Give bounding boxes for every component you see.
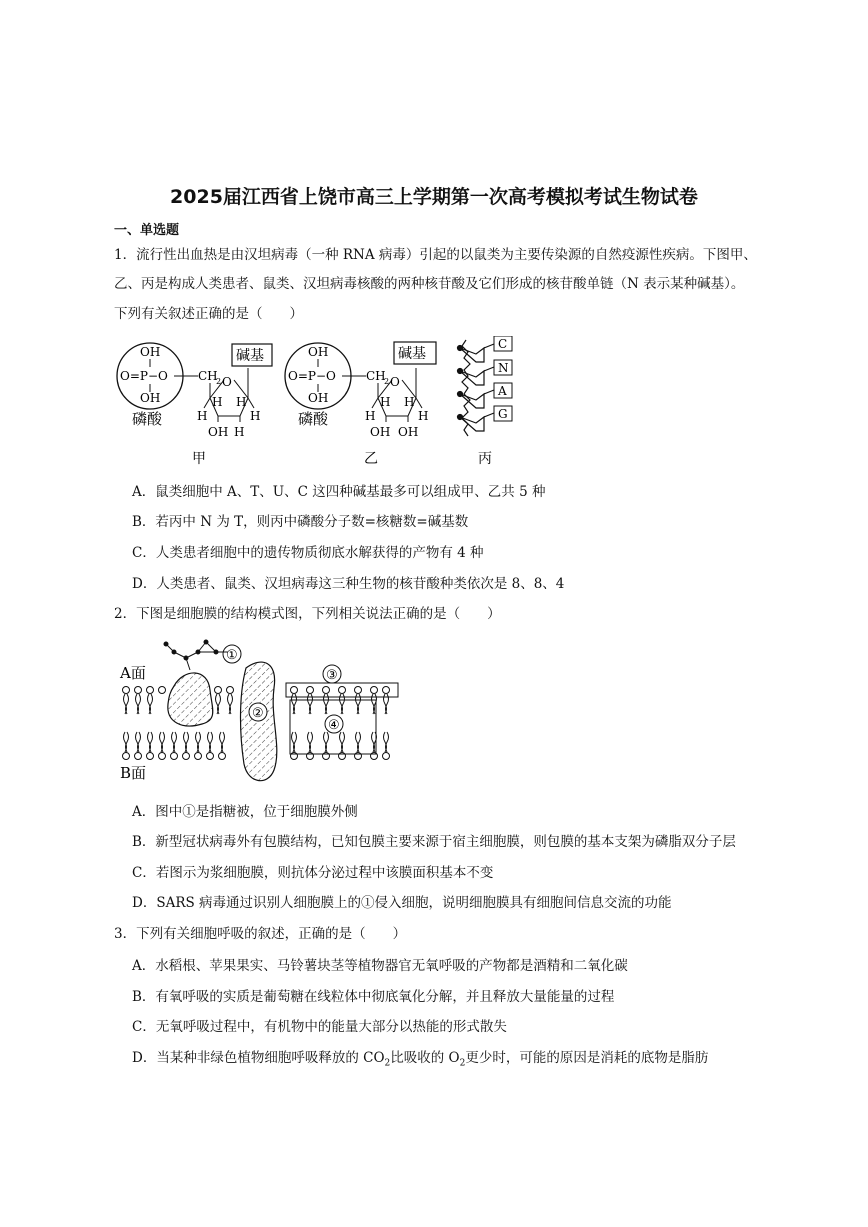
svg-text:H: H bbox=[234, 425, 245, 439]
q2-stem: 2．下图是细胞膜的结构模式图，下列相关说法正确的是（ ） bbox=[114, 606, 501, 622]
svg-text:甲: 甲 bbox=[192, 451, 206, 467]
svg-text:乙: 乙 bbox=[364, 451, 378, 467]
svg-text:③: ③ bbox=[326, 668, 338, 683]
q1-option-c[interactable]: C．人类患者细胞中的遗传物质彻底水解获得的产物有 4 种 bbox=[132, 545, 484, 561]
svg-text:OH: OH bbox=[140, 345, 161, 359]
svg-text:磷酸: 磷酸 bbox=[132, 410, 163, 428]
svg-text:A面: A面 bbox=[120, 664, 146, 682]
q2-option-a[interactable]: A．图中①是指糖被，位于细胞膜外侧 bbox=[132, 804, 358, 820]
svg-text:N: N bbox=[498, 361, 509, 375]
svg-text:OH: OH bbox=[370, 425, 391, 439]
q1-stem-line-1: 1．流行性出血热是由汉坦病毒（一种 RNA 病毒）引起的以鼠类为主要传染源的自然疫源性疾病。下图甲、 bbox=[114, 247, 757, 263]
svg-text:B面: B面 bbox=[120, 764, 147, 782]
svg-text:①: ① bbox=[226, 648, 238, 663]
svg-text:②: ② bbox=[252, 706, 264, 721]
svg-text:2: 2 bbox=[384, 377, 390, 386]
q1-option-d[interactable]: D．人类患者、鼠类、汉坦病毒这三种生物的核苷酸种类依次是 8、8、4 bbox=[132, 576, 565, 592]
svg-text:O=P−O: O=P−O bbox=[288, 369, 336, 383]
svg-text:OH: OH bbox=[308, 391, 329, 405]
svg-text:CH: CH bbox=[366, 369, 386, 383]
q2-option-b[interactable]: B．新型冠状病毒外有包膜结构，已知包膜主要来源于宿主细胞膜，则包膜的基本支架为磷脂双分子层 bbox=[132, 834, 736, 850]
section-heading: 一、单选题 bbox=[114, 223, 180, 238]
q3-option-b[interactable]: B．有氧呼吸的实质是葡萄糖在线粒体中彻底氧化分解，并且释放大量能量的过程 bbox=[132, 989, 615, 1005]
svg-text:OH: OH bbox=[140, 391, 161, 405]
svg-text:H: H bbox=[236, 395, 247, 409]
q2-option-c[interactable]: C．若图示为浆细胞膜，则抗体分泌过程中该膜面积基本不变 bbox=[132, 865, 494, 881]
svg-text:碱基: 碱基 bbox=[236, 348, 264, 364]
svg-text:H: H bbox=[404, 395, 415, 409]
svg-text:C: C bbox=[498, 337, 508, 351]
svg-text:A: A bbox=[498, 384, 507, 398]
q3-option-a[interactable]: A．水稻根、苹果果实、马铃薯块茎等植物器官无氧呼吸的产物都是酒精和二氧化碳 bbox=[132, 958, 628, 974]
q3-option-d-prefix: D．当某种非绿色植物细胞呼吸释放的 CO bbox=[132, 1050, 385, 1066]
svg-text:CH: CH bbox=[198, 369, 218, 383]
svg-text:OH: OH bbox=[398, 425, 419, 439]
svg-text:H: H bbox=[380, 395, 391, 409]
svg-text:碱基: 碱基 bbox=[398, 346, 426, 362]
svg-text:H: H bbox=[418, 409, 429, 423]
subscript-2: 2 bbox=[459, 1058, 466, 1069]
q3-stem: 3．下列有关细胞呼吸的叙述，正确的是（ ） bbox=[114, 926, 407, 942]
svg-text:H: H bbox=[365, 409, 376, 423]
svg-text:O: O bbox=[222, 375, 232, 389]
q1-stem-line-3: 下列有关叙述正确的是（ ） bbox=[114, 306, 303, 322]
svg-text:O=P−O: O=P−O bbox=[120, 369, 168, 383]
svg-text:2: 2 bbox=[216, 377, 222, 386]
q1-option-b[interactable]: B．若丙中 N 为 T，则丙中磷酸分子数=核糖数=碱基数 bbox=[132, 514, 469, 530]
svg-text:H: H bbox=[250, 409, 261, 423]
page-title: 2025届江西省上饶市高三上学期第一次高考模拟考试生物试卷 bbox=[170, 186, 698, 208]
svg-text:磷酸: 磷酸 bbox=[298, 410, 329, 428]
q1-option-a[interactable]: A．鼠类细胞中 A、T、U、C 这四种碱基最多可以组成甲、乙共 5 种 bbox=[132, 484, 546, 500]
q2-membrane-figure bbox=[112, 638, 402, 788]
q1-nucleotide-figure bbox=[112, 336, 532, 468]
svg-text:H: H bbox=[212, 395, 223, 409]
q3-option-d[interactable] bbox=[132, 1046, 708, 1069]
svg-text:O: O bbox=[390, 375, 400, 389]
q1-stem-line-2: 乙、丙是构成人类患者、鼠类、汉坦病毒核酸的两种核苷酸及它们形成的核苷酸单链（N 表示某种碱基）。 bbox=[114, 276, 745, 292]
nucleotide-yi bbox=[285, 342, 436, 467]
svg-text:OH: OH bbox=[308, 345, 329, 359]
svg-text:H: H bbox=[197, 409, 208, 423]
q3-option-d-suffix: 更少时，可能的原因是消耗的底物是脂肪 bbox=[465, 1050, 709, 1066]
q3-option-d-middle: 比吸收的 O bbox=[390, 1050, 460, 1066]
nucleotide-chain-bing bbox=[458, 336, 513, 467]
nucleotide-jia bbox=[117, 343, 272, 467]
svg-text:G: G bbox=[498, 407, 508, 421]
svg-text:丙: 丙 bbox=[478, 451, 492, 467]
q2-option-d[interactable]: D．SARS 病毒通过识别人细胞膜上的①侵入细胞，说明细胞膜具有细胞间信息交流的功能 bbox=[132, 895, 672, 911]
q3-option-c[interactable]: C．无氧呼吸过程中，有机物中的能量大部分以热能的形式散失 bbox=[132, 1019, 507, 1035]
svg-text:④: ④ bbox=[328, 718, 340, 733]
subscript-2: 2 bbox=[384, 1058, 391, 1069]
svg-text:OH: OH bbox=[208, 425, 229, 439]
